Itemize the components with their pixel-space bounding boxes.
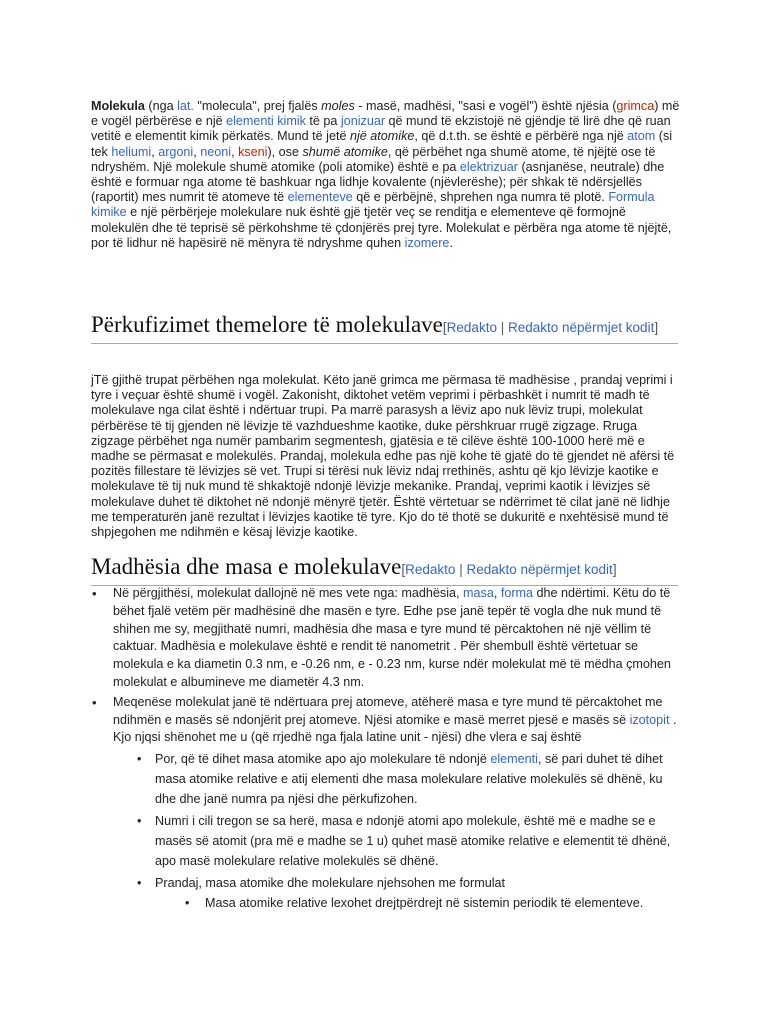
section-heading-madhesia — [91, 556, 678, 586]
bracket: [ — [442, 320, 447, 335]
text: Prandaj, masa atomike dhe molekulare njehsohen me formulat — [155, 876, 506, 891]
edit-link[interactable]: Redakto — [405, 562, 456, 577]
list-item — [91, 585, 681, 692]
text: , që d.t.th. se është e përbërë nga një — [414, 129, 628, 144]
definitions-paragraph: jTë gjithë trupat përbëhen nga molekulat. Këto janë grimca me përmasa të madhësise , prandaj veprimi i tyre i veçuar është shumë i vogël. Zakonisht, diktohet vetëm veprimi i përbashkët i numrit të madh të molekulave nga cilat është i ndërtuar trupi. Pa marrë parasysh a lëviz apo nuk lëviz trupi, molekulat përbërëse të tij gjenden në lëvizje të vazhdueshme kaotike, duke përshkruar rrugë zigzage. Rruga zigzage përbëhet nga numër pambarim segmentesh, gjatësia e të cilëve është 100-1000 herë më e madhe se përmasat e molekulës. Prandaj, molekula edhe pas një kohe të gjatë do të gjendet në afërsi të pozitës fillestare të lëvizjes së vet. Trupi si tërësi nuk lëviz ndaj rrethinës, ashtu që kjo lëvizje kaotike e molekulave të tij nuk mund të shkaktojë ndonjë lëvizje mekanike. Prandaj, veprimi kaotik i lëvizjes së molekulave duhet të diktohet në ndonjë mënyrë tjetër. Është vërtetuar se ndërrimet të cilat janë në lidhje me temperaturën janë rezultat i lëvizjes kaotike të tyre. Kjo do të thotë se dukuritë e nxehtësisë mund të shpjegohen me ndihmën e kësaj lëvizje kaotike. — [91, 373, 675, 540]
text: e një përbërjeje molekulare nuk është gjë tjetër veç se renditja e elementeve që formojnë molekulën dhe të teprisë së përkohshme të çdonjërës prej tyre. Molekulat e përbëra nga atome të njëjtë, por të lidhur në hapësirë në mënyra të ndryshme quhen — [91, 205, 672, 250]
list-item: • Numri i cili tregon se sa herë, masa e ndonjë atomi apo molekule, është më e madhe se e masës së atomit (pra më e madhe se 1 u) quhet masë atomike relative e elementit të dhënë, apo masë molekulare relative molekulës së dhënë. — [135, 811, 681, 871]
list-item: • Masa atomike relative lexohet drejtpërdrejt në sistemin periodik të elementeve. — [183, 893, 681, 913]
text: Në përgjithësi, molekulat dallojnë në mes vete nga: madhësia, — [113, 586, 464, 600]
edit-source-link[interactable]: Redakto nëpërmjet kodit — [507, 320, 655, 335]
bracket: ] — [612, 562, 617, 577]
text: Por, që të dihet masa atomike apo ajo molekulare të ndonjë — [155, 752, 491, 767]
list-item — [91, 694, 681, 913]
separator: | — [496, 320, 508, 335]
separator: | — [455, 562, 467, 577]
link-heliumi[interactable]: heliumi — [111, 144, 152, 159]
list-item — [135, 749, 681, 809]
term-molekula: Molekula — [91, 99, 145, 113]
text: Meqenëse molekulat janë të ndërtuara prej atomeve, atëherë masa e tyre mund të përcaktohet me ndihmën e masës së ndonjërit prej atomeve. Njësi atomike e masë merret pjesë e masës së — [113, 694, 663, 727]
bracket: [ — [401, 562, 406, 577]
intro-paragraph — [91, 99, 681, 251]
term-shume-atomike: shumë atomike — [302, 144, 388, 159]
link-izotopit[interactable]: izotopit — [629, 712, 670, 727]
link-elektrizuar[interactable]: elektrizuar — [459, 159, 518, 174]
edit-links — [401, 562, 616, 577]
link-kseni[interactable]: kseni — [238, 144, 268, 159]
link-elementi[interactable]: elementi — [490, 752, 538, 767]
link-argoni[interactable]: argoni — [158, 144, 194, 159]
size-mass-list — [91, 585, 681, 915]
text: që mund të ekzistojë në gjëndje të lirë dhe që ruan vetitë e elementit kimik përkatës. Mund të jetë — [91, 114, 671, 144]
link-grimca[interactable]: grimca — [616, 99, 655, 113]
text: , — [493, 586, 501, 600]
list-item — [135, 873, 681, 913]
text: , — [231, 144, 239, 159]
text: , — [151, 144, 159, 159]
term-nje-atomike: një atomike — [350, 129, 415, 144]
link-forma[interactable]: forma — [500, 586, 534, 600]
text: . Kjo njqsi shënohet me u (që rrjedhë nga fjala latine unit - njësi) dhe vlera e saj është — [113, 712, 677, 745]
text: . — [449, 235, 453, 250]
link-elementi-kimik[interactable]: elementi kimik — [226, 114, 306, 129]
edit-links — [443, 320, 658, 335]
link-neoni[interactable]: neoni — [200, 144, 232, 159]
link-formula-kimike[interactable]: Formula kimike — [91, 190, 655, 220]
edit-link[interactable]: Redakto — [446, 320, 497, 335]
text: , — [193, 144, 201, 159]
text: ), ose — [267, 144, 303, 159]
text: , që përbëhet nga shumë atome, të njëjtë ose të ndryshëm. Një molekule shumë atomike (poli atomike) është e pa — [91, 144, 656, 174]
section-title: Madhësia dhe masa e molekulave — [91, 554, 402, 579]
edit-source-link[interactable]: Redakto nëpërmjet kodit — [466, 562, 613, 577]
section-heading-perkufizimet — [91, 314, 678, 344]
link-lat[interactable]: lat. — [177, 99, 194, 113]
text: (asnjanëse, neutrale) dhe është e formuar nga atome të bashkuar nga lidhje kovalente (njëvlerëshe); për shkak të ndërsjellës (raportit) mes numrit të atomeve të — [91, 159, 665, 205]
link-izomere[interactable]: izomere — [404, 235, 450, 250]
text: (si tek — [91, 129, 673, 159]
bracket: ] — [654, 320, 659, 335]
link-masa[interactable]: masa — [463, 586, 494, 600]
text: ) më e vogël përbërëse e një — [91, 99, 680, 129]
term-moles: moles — [321, 99, 355, 113]
link-jonizuar[interactable]: jonizuar — [340, 114, 386, 129]
sub-list — [135, 749, 681, 913]
link-atom[interactable]: atom — [627, 129, 656, 144]
text: të pa — [305, 114, 341, 129]
text: "molecula", prej fjalës — [193, 99, 322, 113]
text: që e përbëjnë, shprehen nga numra të plotë. — [352, 190, 609, 205]
sub-sub-list — [183, 893, 681, 913]
text: (nga — [144, 99, 178, 113]
link-elementeve[interactable]: elementeve — [287, 190, 353, 205]
text: dhe ndërtimi. Këtu do të bëhet fjalë vetëm për madhësinë dhe masën e tyre. Edhe pse janë tepër të vogla dhe nuk mund të shihen me sy, megjithatë numri, madhësia dhe masa e tyre mund të përcaktohen në një vëllim të caktuar. Madhësia e molekulave është e rendit të nanometrit . Për shembull është vërtetuar se molekula e ka diametin 0.3 nm, e -0.26 nm, e - 0.23 nm, kurse ndër molekulat më të mëdha çmohen molekulat e albumineve me diametër 4.3 nm. — [113, 586, 671, 689]
text: - masë, madhësi, "sasi e vogël") është njësia ( — [354, 99, 617, 113]
section-title: Përkufizimet themelore të molekulave — [91, 312, 443, 337]
text: , së pari duhet të dihet masa atomike relative e atij elementi dhe masa molekulare relative molekulës së dhënë, ku dhe dhe janë numra pa njësi dhe përkufizohen. — [155, 752, 663, 807]
